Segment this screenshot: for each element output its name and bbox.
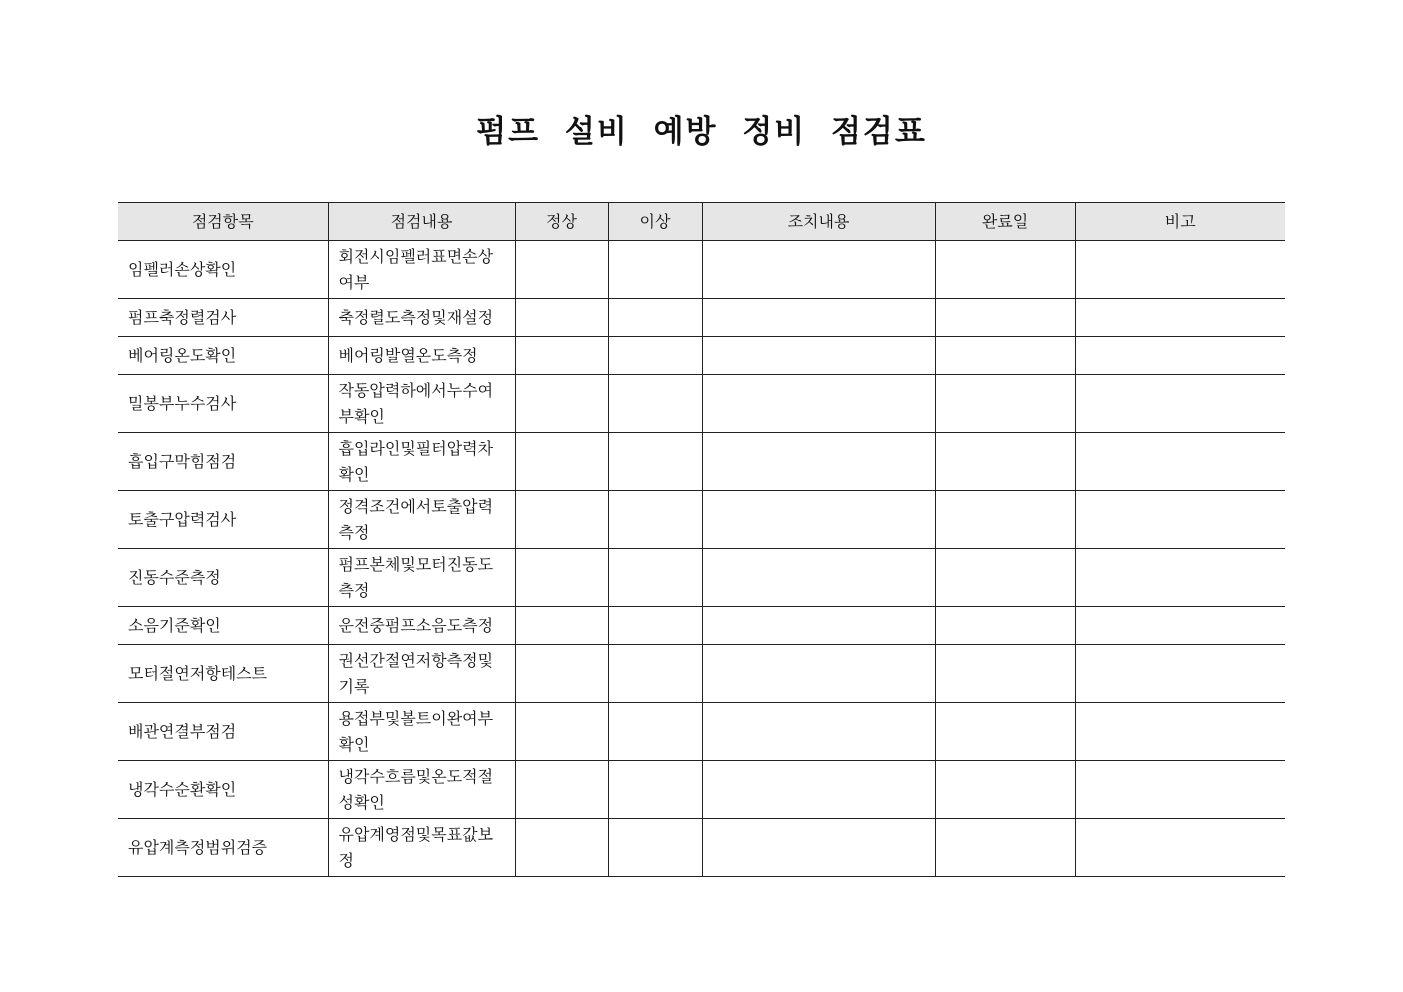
inspection-item-cell: 임펠러손상확인 (118, 241, 328, 299)
action-cell[interactable] (702, 549, 935, 607)
completion-date-cell[interactable] (935, 819, 1075, 877)
abnormal-cell[interactable] (608, 337, 702, 375)
inspection-content-cell: 용접부및볼트이완여부확인 (328, 703, 515, 761)
inspection-item-cell: 진동수준측정 (118, 549, 328, 607)
normal-cell[interactable] (515, 645, 608, 703)
abnormal-cell[interactable] (608, 761, 702, 819)
document-title: 펌프 설비 예방 정비 점검표 (476, 114, 927, 150)
normal-cell[interactable] (515, 761, 608, 819)
inspection-content-cell: 축정렬도측정및재설정 (328, 299, 515, 337)
inspection-item-cell: 배관연결부점검 (118, 703, 328, 761)
inspection-item-cell: 유압계측정범위검증 (118, 819, 328, 877)
table-row (118, 299, 1285, 337)
abnormal-cell[interactable] (608, 299, 702, 337)
header-completion-date: 완료일 (935, 203, 1075, 241)
remarks-cell[interactable] (1075, 491, 1285, 549)
inspection-content-cell: 냉각수흐름및온도적절성확인 (328, 761, 515, 819)
action-cell[interactable] (702, 761, 935, 819)
completion-date-cell[interactable] (935, 375, 1075, 433)
inspection-content-cell: 펌프본체및모터진동도측정 (328, 549, 515, 607)
completion-date-cell[interactable] (935, 549, 1075, 607)
inspection-item-cell: 밀봉부누수검사 (118, 375, 328, 433)
remarks-cell[interactable] (1075, 761, 1285, 819)
abnormal-cell[interactable] (608, 491, 702, 549)
table-row (118, 549, 1285, 607)
normal-cell[interactable] (515, 703, 608, 761)
completion-date-cell[interactable] (935, 491, 1075, 549)
abnormal-cell[interactable] (608, 549, 702, 607)
inspection-item-cell: 소음기준확인 (118, 607, 328, 645)
table-row (118, 433, 1285, 491)
action-cell[interactable] (702, 819, 935, 877)
remarks-cell[interactable] (1075, 433, 1285, 491)
completion-date-cell[interactable] (935, 433, 1075, 491)
completion-date-cell[interactable] (935, 761, 1075, 819)
inspection-item-cell: 베어링온도확인 (118, 337, 328, 375)
normal-cell[interactable] (515, 241, 608, 299)
completion-date-cell[interactable] (935, 337, 1075, 375)
table-row (118, 703, 1285, 761)
inspection-content-cell: 권선간절연저항측정및기록 (328, 645, 515, 703)
table-row (118, 819, 1285, 877)
normal-cell[interactable] (515, 549, 608, 607)
action-cell[interactable] (702, 645, 935, 703)
header-action-taken: 조치내용 (702, 203, 935, 241)
abnormal-cell[interactable] (608, 819, 702, 877)
remarks-cell[interactable] (1075, 645, 1285, 703)
table-row (118, 241, 1285, 299)
table-header-row (118, 203, 1285, 241)
remarks-cell[interactable] (1075, 375, 1285, 433)
normal-cell[interactable] (515, 375, 608, 433)
table-row (118, 375, 1285, 433)
abnormal-cell[interactable] (608, 703, 702, 761)
table-body (118, 241, 1285, 877)
normal-cell[interactable] (515, 491, 608, 549)
normal-cell[interactable] (515, 337, 608, 375)
inspection-content-cell: 정격조건에서토출압력측정 (328, 491, 515, 549)
action-cell[interactable] (702, 703, 935, 761)
action-cell[interactable] (702, 375, 935, 433)
remarks-cell[interactable] (1075, 299, 1285, 337)
inspection-content-cell: 운전중펌프소음도측정 (328, 607, 515, 645)
completion-date-cell[interactable] (935, 607, 1075, 645)
header-inspection-item: 점검항목 (118, 203, 328, 241)
inspection-content-cell: 베어링발열온도측정 (328, 337, 515, 375)
inspection-content-cell: 회전시임펠러표면손상여부 (328, 241, 515, 299)
inspection-content-cell: 작동압력하에서누수여부확인 (328, 375, 515, 433)
action-cell[interactable] (702, 433, 935, 491)
normal-cell[interactable] (515, 299, 608, 337)
normal-cell[interactable] (515, 433, 608, 491)
abnormal-cell[interactable] (608, 241, 702, 299)
action-cell[interactable] (702, 337, 935, 375)
abnormal-cell[interactable] (608, 375, 702, 433)
table-row (118, 337, 1285, 375)
completion-date-cell[interactable] (935, 299, 1075, 337)
remarks-cell[interactable] (1075, 337, 1285, 375)
table-row (118, 645, 1285, 703)
remarks-cell[interactable] (1075, 607, 1285, 645)
inspection-content-cell: 흡입라인및필터압력차확인 (328, 433, 515, 491)
inspection-item-cell: 냉각수순환확인 (118, 761, 328, 819)
action-cell[interactable] (702, 299, 935, 337)
inspection-item-cell: 토출구압력검사 (118, 491, 328, 549)
action-cell[interactable] (702, 241, 935, 299)
completion-date-cell[interactable] (935, 241, 1075, 299)
abnormal-cell[interactable] (608, 607, 702, 645)
action-cell[interactable] (702, 607, 935, 645)
abnormal-cell[interactable] (608, 433, 702, 491)
inspection-item-cell: 흡입구막힘점검 (118, 433, 328, 491)
inspection-item-cell: 모터절연저항테스트 (118, 645, 328, 703)
normal-cell[interactable] (515, 819, 608, 877)
header-remarks: 비고 (1075, 203, 1285, 241)
header-abnormal: 이상 (608, 203, 702, 241)
normal-cell[interactable] (515, 607, 608, 645)
inspection-content-cell: 유압계영점및목표값보정 (328, 819, 515, 877)
action-cell[interactable] (702, 491, 935, 549)
completion-date-cell[interactable] (935, 645, 1075, 703)
remarks-cell[interactable] (1075, 819, 1285, 877)
inspection-item-cell: 펌프축정렬검사 (118, 299, 328, 337)
remarks-cell[interactable] (1075, 549, 1285, 607)
remarks-cell[interactable] (1075, 241, 1285, 299)
header-normal: 정상 (515, 203, 608, 241)
table-row (118, 761, 1285, 819)
completion-date-cell[interactable] (935, 703, 1075, 761)
table-row (118, 607, 1285, 645)
header-inspection-content: 점검내용 (328, 203, 515, 241)
remarks-cell[interactable] (1075, 703, 1285, 761)
inspection-table (118, 202, 1285, 877)
abnormal-cell[interactable] (608, 645, 702, 703)
table-row (118, 491, 1285, 549)
